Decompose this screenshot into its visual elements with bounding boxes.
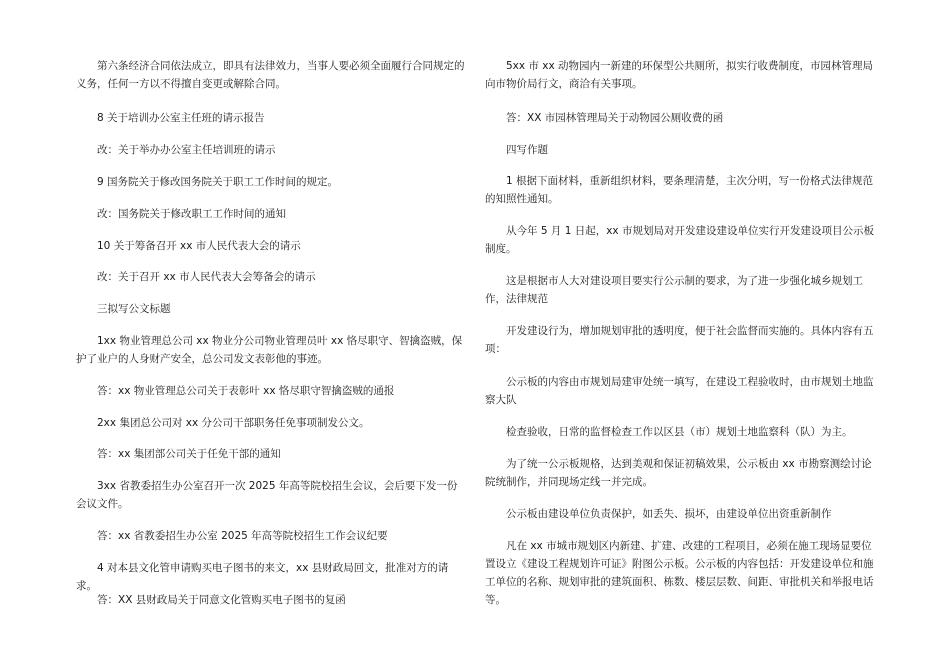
paragraph: 2xx 集团总公司对 xx 分公司干部职务任免事项制发公文。 [97,417,370,429]
section-heading: 三拟写公文标题 [97,303,171,315]
paragraph: 从今年 5 月 1 日起，xx 市规划局对开发建设建设单位实行开发建设项目公示板制度。 [485,225,874,255]
paragraph: 改：关于召开 xx 市人民代表大会筹备会的请示 [97,271,316,283]
paragraph: 8 关于培训办公室主任班的请示报告 [97,112,265,124]
paragraph: 检查验收，日常的监督检查工作以区县（市）规划土地监察科（队）为主。 [506,426,853,438]
paragraph: 答：xx 省教委招生办公室 2025 年高等院校招生工作会议纪要 [97,530,388,542]
paragraph: 3xx 省教委招生办公室召开一次 2025 年高等院校招生会议，会后要下发一份会议文件。 [76,480,458,510]
paragraph: 改：国务院关于修改职工工作时间的通知 [97,208,286,220]
paragraph: 凡在 xx 市城市规划区内新建、扩建、改建的工程项目，必须在施工现场显要位置设立《建设工程规划许可证》附图公示板。公示板的内容包括：开发建设单位和施工单位的名称、规划审批的建筑面积、栋数、楼层层数、间距、审批机关和举报电话等。 [485,540,874,606]
paragraph: 10 关于筹备召开 xx 市人民代表大会的请示 [97,240,301,252]
paragraph: 公示板由建设单位负责保护，如丢失、损坏，由建设单位出资重新制作 [506,508,832,520]
paragraph: 5xx 市 xx 动物园内一新建的环保型公共厕所，拟实行收费制度，市园林管理局向市物价局行文，商洽有关事项。 [485,60,874,90]
section-heading: 四写作题 [506,144,548,156]
paragraph: 第六条经济合同依法成立，即具有法律效力，当事人要必须全面履行合同规定的义务，任何一方以不得擅自变更或解除合同。 [76,60,465,90]
paragraph: 改：关于举办办公室主任培训班的请示 [97,144,276,156]
paragraph: 9 国务院关于修改国务院关于职工工作时间的规定。 [97,176,339,188]
paragraph: 答：xx 集团部公司关于任免干部的通知 [97,448,281,460]
paragraph: 4 对本县文化管申请购买电子图书的来文，xx 县财政局回文，批准对方的请求。 [76,562,449,592]
paragraph: 公示板的内容由市规划局建审处统一填写，在建设工程验收时，由市规划土地监察大队 [485,376,874,406]
paragraph: 开发建设行为，增加规划审批的透明度，便于社会监督而实施的。具体内容有五项： [485,325,874,355]
paragraph: 答：XX 县财政局关于同意文化管购买电子图书的复函 [97,594,346,606]
paragraph: 1 根据下面材料，重新组织材料，要条理清楚，主次分明，写一份格式法律规范的知照性通知。 [485,175,874,205]
paragraph: 答：XX 市园林管理局关于动物园公厕收费的函 [506,112,724,124]
paragraph: 1xx 物业管理总公司 xx 物业分公司物业管理员叶 xx 恪尽职守、智擒盗贼，保护了业户的人身财产安全，总公司发文表彰他的事迹。 [76,335,463,365]
paragraph: 为了统一公示板规格，达到美观和保证初稿效果，公示板由 xx 市勘察测绘讨论院统制作，并同现场定线一并完成。 [485,458,872,488]
paragraph: 答：xx 物业管理总公司关于表彰叶 xx 恪尽职守智擒盗贼的通报 [97,385,395,397]
paragraph: 这是根据市人大对建设项目要实行公示制的要求，为了进一步强化城乡规划工作，法律规范 [485,275,863,305]
